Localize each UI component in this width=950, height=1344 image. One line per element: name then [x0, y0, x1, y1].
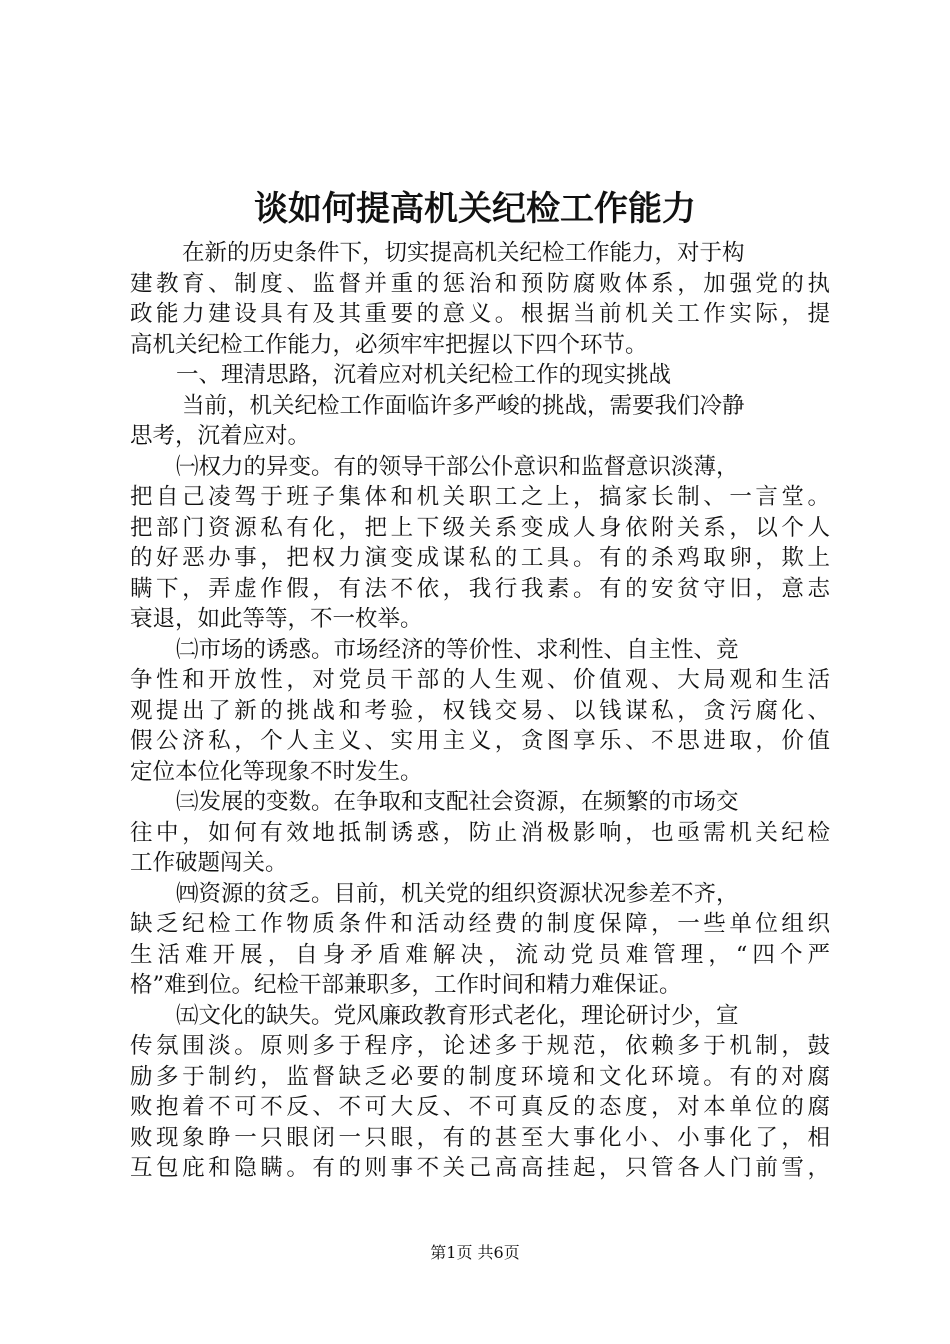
paragraph-line: 的好恶办事，把权力演变成谋私的工具。有的杀鸡取卵，欺上 — [130, 545, 830, 571]
paragraph-line: 生活难开展，自身矛盾难解决，流动党员难管理，“四个严 — [130, 941, 830, 968]
page-number-footer: 第1页 共6页 — [430, 1243, 520, 1262]
paragraph-line: 建教育、制度、监督并重的惩治和预防腐败体系，加强党的执 — [130, 270, 830, 297]
paragraph-line: 在新的历史条件下，切实提高机关纪检工作能力，对于构 — [182, 240, 745, 266]
document-title: 谈如何提高机关纪检工作能力 — [254, 189, 696, 229]
paragraph-line: 政能力建设具有及其重要的意义。根据当前机关工作实际，提 — [130, 301, 830, 327]
paragraph-line: 败抱着不可不反、不可大反、不可真反的态度，对本单位的腐 — [130, 1094, 830, 1120]
paragraph-line: 败现象睁一只眼闭一只眼，有的甚至大事化小、小事化了，相 — [130, 1124, 830, 1151]
paragraph-line: 把自己凌驾于班子集体和机关职工之上，搞家长制、一言堂。 — [130, 484, 830, 510]
paragraph-line: 瞒下，弄虚作假，有法不依，我行我素。有的安贫守旧，意志 — [130, 575, 830, 602]
paragraph-line: 观提出了新的挑战和考验，权钱交易、以钱谋私，贪污腐化、 — [130, 697, 830, 724]
paragraph-line: 高机关纪检工作能力，必须牢牢把握以下四个环节。 — [130, 331, 648, 358]
paragraph-line: 传氛围淡。原则多于程序，论述多于规范，依赖多于机制，鼓 — [130, 1033, 830, 1059]
paragraph-line: 当前，机关纪检工作面临许多严峻的挑战，需要我们冷静 — [182, 392, 745, 419]
paragraph-line: 格”难到位。纪检干部兼职多，工作时间和精力难保证。 — [130, 972, 682, 998]
paragraph-line: 缺乏纪检工作物质条件和活动经费的制度保障，一些单位组织 — [130, 911, 830, 937]
paragraph-line: ㈤文化的缺失。党风廉政教育形式老化，理论研讨少，宣 — [176, 1002, 739, 1029]
paragraph-line: 定位本位化等现象不时发生。 — [130, 758, 423, 785]
paragraph-line: 争性和开放性，对党员干部的人生观、价值观、大局观和生活 — [130, 667, 830, 693]
paragraph-line: 思考，沉着应对。 — [130, 423, 311, 449]
paragraph-line: ㈣资源的贫乏。目前，机关党的组织资源状况参差不齐， — [176, 880, 739, 907]
section-heading: 一、理清思路，沉着应对机关纪检工作的现实挑战 — [176, 362, 672, 388]
document-body — [130, 238, 830, 1184]
paragraph-line: 工作破题闯关。 — [130, 850, 288, 876]
paragraph-line: 把部门资源私有化，把上下级关系变成人身依附关系，以个人 — [130, 514, 830, 541]
paragraph-line: ㈢发展的变数。在争取和支配社会资源，在频繁的市场交 — [176, 789, 739, 815]
paragraph-line: 励多于制约，监督缺乏必要的制度环境和文化环境。有的对腐 — [130, 1063, 830, 1090]
paragraph-line: ㈠权力的异变。有的领导干部公仆意识和监督意识淡薄， — [176, 453, 739, 480]
paragraph-line: 往中，如何有效地抵制诱惑，防止消极影响，也亟需机关纪检 — [130, 819, 830, 846]
paragraph-line: 假公济私，个人主义、实用主义，贪图享乐、不思进取，价值 — [130, 728, 830, 754]
paragraph-line: 互包庇和隐瞒。有的则事不关己高高挂起，只管各人门前雪， — [130, 1155, 830, 1181]
paragraph-line: 衰退，如此等等，不一枚举。 — [130, 606, 423, 632]
paragraph-line: ㈡市场的诱惑。市场经济的等价性、求利性、自主性、竞 — [176, 636, 739, 663]
